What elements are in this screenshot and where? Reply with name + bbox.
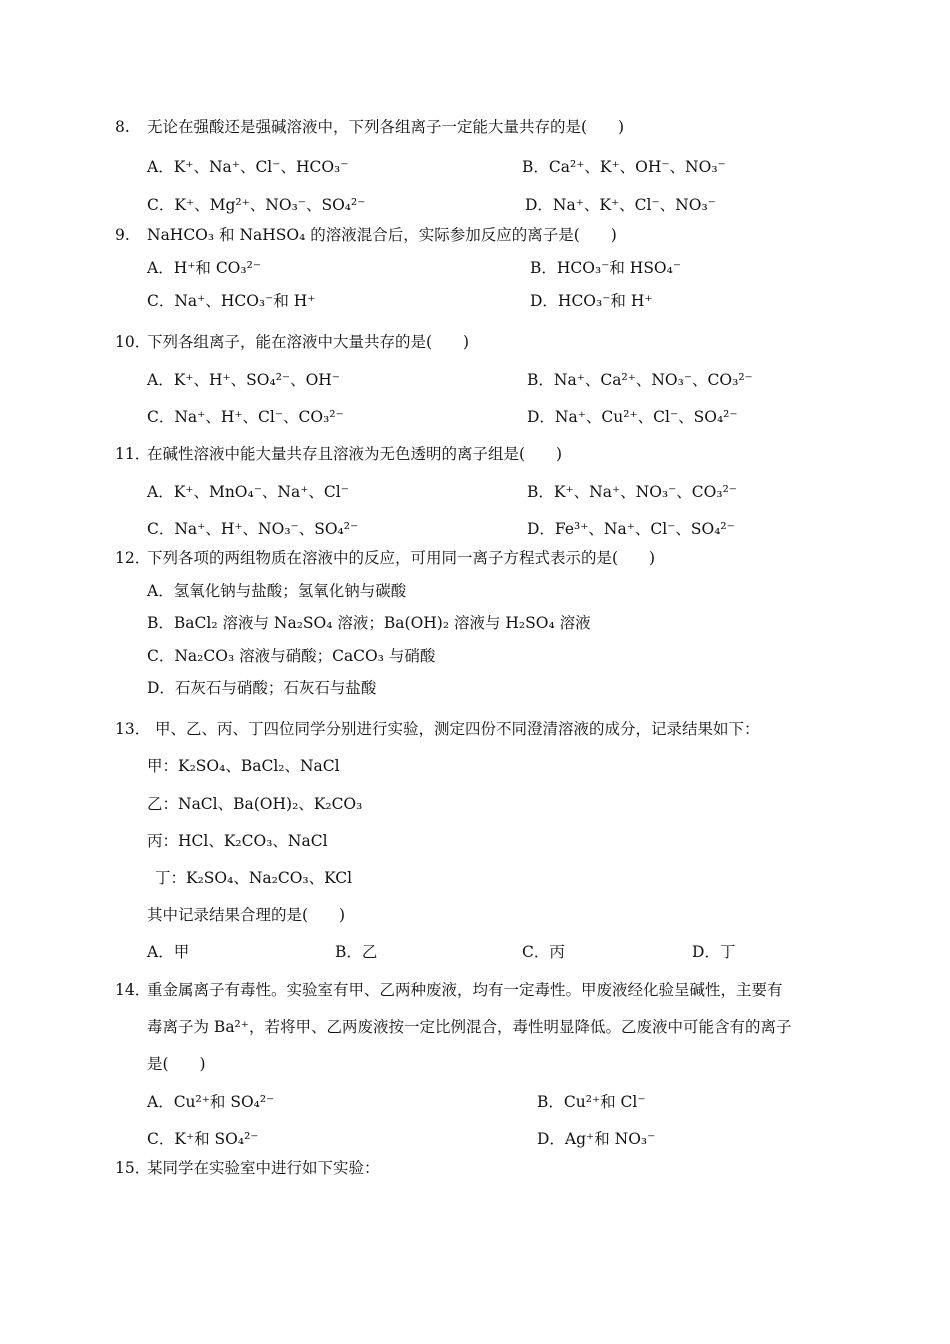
option-d: D．Na⁺、K⁺、Cl⁻、NO₃⁻ — [525, 196, 716, 214]
record-yi: 乙：NaCl、Ba(OH)₂、K₂CO₃ — [147, 795, 363, 813]
question-number: 8. — [115, 118, 130, 136]
record-bing: 丙：HCl、K₂CO₃、NaCl — [147, 832, 328, 850]
option-a: A．K⁺、MnO₄⁻、Na⁺、Cl⁻ — [147, 483, 349, 501]
option-b: B．HCO₃⁻和 HSO₄⁻ — [530, 259, 682, 277]
option-a: A．Cu²⁺和 SO₄²⁻ — [147, 1093, 275, 1111]
option-a: A．甲 — [147, 943, 190, 961]
question-stem: 某同学在实验室中进行如下实验： — [147, 1159, 380, 1177]
question-stem: 在碱性溶液中能大量共存且溶液为无色透明的离子组是( ) — [147, 445, 563, 463]
question-stem: 无论在强酸还是强碱溶液中，下列各组离子一定能大量共存的是( ) — [147, 118, 625, 136]
option-b: B．Cu²⁺和 Cl⁻ — [537, 1093, 646, 1111]
question-number: 10． — [115, 333, 151, 351]
option-c: C．Na⁺、H⁺、Cl⁻、CO₃²⁻ — [147, 408, 344, 426]
question-stem: NaHCO₃ 和 NaHSO₄ 的溶液混合后，实际参加反应的离子是( ) — [147, 226, 617, 244]
question-number: 9. — [115, 226, 130, 244]
question-number: 11． — [115, 445, 151, 463]
question-number: 15． — [115, 1159, 151, 1177]
option-c: C．Na₂CO₃ 溶液与硝酸；CaCO₃ 与硝酸 — [147, 647, 436, 665]
question-number: 14． — [115, 981, 151, 999]
option-d: D．Fe³⁺、Na⁺、Cl⁻、SO₄²⁻ — [527, 520, 735, 538]
option-a: A．K⁺、Na⁺、Cl⁻、HCO₃⁻ — [147, 158, 349, 176]
option-b: B．乙 — [335, 943, 378, 961]
record-ding: 丁：K₂SO₄、Na₂CO₃、KCl — [155, 869, 353, 887]
question-stem: 下列各组离子，能在溶液中大量共存的是( ) — [147, 333, 470, 351]
question-stem-line-3: 是( ) — [147, 1055, 206, 1073]
option-d: D．Ag⁺和 NO₃⁻ — [537, 1130, 656, 1148]
option-b: B．Ca²⁺、K⁺、OH⁻、NO₃⁻ — [522, 158, 726, 176]
option-b: B．Na⁺、Ca²⁺、NO₃⁻、CO₃²⁻ — [527, 371, 753, 389]
question-stem-line-2: 毒离子为 Ba²⁺，若将甲、乙两废液按一定比例混合，毒性明显降低。乙废液中可能含有的离子 — [147, 1018, 792, 1036]
option-c: C．Na⁺、HCO₃⁻和 H⁺ — [147, 292, 316, 310]
question-ask: 其中记录结果合理的是( ) — [147, 906, 346, 924]
question-number: 13． — [115, 720, 151, 738]
option-d: D．HCO₃⁻和 H⁺ — [530, 292, 653, 310]
option-a: A．K⁺、H⁺、SO₄²⁻、OH⁻ — [147, 371, 340, 389]
question-stem: 甲、乙、丙、丁四位同学分别进行实验，测定四份不同澄清溶液的成分，记录结果如下： — [155, 720, 760, 738]
option-d: D．丁 — [692, 943, 736, 961]
option-b: B．K⁺、Na⁺、NO₃⁻、CO₃²⁻ — [527, 483, 737, 501]
option-a: A．H⁺和 CO₃²⁻ — [147, 259, 261, 277]
option-d: D．石灰石与硝酸；石灰石与盐酸 — [147, 679, 377, 697]
option-c: C．K⁺和 SO₄²⁻ — [147, 1130, 259, 1148]
option-a: A．氢氧化钠与盐酸；氢氧化钠与碳酸 — [147, 582, 407, 600]
question-stem: 下列各项的两组物质在溶液中的反应，可用同一离子方程式表示的是( ) — [147, 549, 656, 567]
option-b: B．BaCl₂ 溶液与 Na₂SO₄ 溶液；Ba(OH)₂ 溶液与 H₂SO₄ 溶液 — [147, 614, 591, 632]
option-c: C．丙 — [522, 943, 565, 961]
option-d: D．Na⁺、Cu²⁺、Cl⁻、SO₄²⁻ — [527, 408, 738, 426]
record-jia: 甲：K₂SO₄、BaCl₂、NaCl — [147, 757, 340, 775]
option-c: C．K⁺、Mg²⁺、NO₃⁻、SO₄²⁻ — [147, 196, 366, 214]
option-c: C．Na⁺、H⁺、NO₃⁻、SO₄²⁻ — [147, 520, 359, 538]
question-number: 12． — [115, 549, 151, 567]
question-stem-line-1: 重金属离子有毒性。实验室有甲、乙两种废液，均有一定毒性。甲废液经化验呈碱性，主要有 — [147, 981, 783, 999]
